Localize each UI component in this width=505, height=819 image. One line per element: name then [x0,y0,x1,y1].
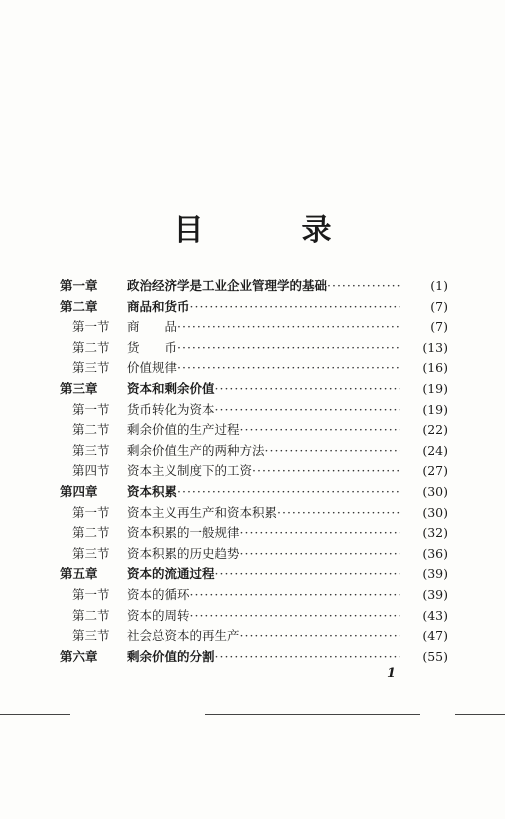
toc-entry-title: 资本积累的一般规律 ····· [127,523,400,544]
table-of-contents [58,276,448,667]
toc-entry-label: 第二节 [72,422,110,438]
toc-entry-page: (7) [430,298,448,314]
toc-chapter-entry [58,276,448,297]
toc-section-entry [58,606,448,627]
toc-section-entry [58,461,448,482]
toc-chapter-entry [58,482,448,503]
toc-entry-title: 资本主义制度下的工资 ····· [127,461,400,482]
toc-entry-title: 资本积累 ····· [127,482,400,503]
toc-chapter-entry [58,564,448,585]
toc-entry-title: 社会总资本的再生产 ····· [127,626,400,647]
toc-entry-title: 资本积累的历史趋势 ····· [127,544,400,565]
bottom-rule-right [455,714,505,715]
toc-section-entry [58,400,448,421]
toc-entry-title: 剩余价值生产的两种方法 ····· [127,441,400,462]
toc-entry-page: (30) [422,504,448,520]
toc-entry-page: (19) [422,380,448,396]
toc-entry-title: 货 币 ····· [127,338,400,359]
toc-entry-page: (19) [422,401,448,417]
toc-entry-label: 第二节 [72,607,110,623]
toc-entry-label: 第一节 [72,504,110,520]
toc-section-entry [58,523,448,544]
page-title: 目 录 [173,213,366,248]
toc-entry-title: 价值规律 ····· [127,358,400,379]
toc-entry-label: 第四章 [60,483,98,499]
toc-entry-page: (55) [422,648,448,664]
toc-entry-label: 第二节 [72,339,110,355]
toc-entry-label: 第二节 [72,525,110,541]
toc-entry-title: 资本的循环 ····· [127,585,400,606]
toc-entry-page: (1) [430,278,448,293]
toc-entry-title: 政治经济学是工业企业管理学的基础 ····· [127,276,400,297]
toc-section-entry [58,420,448,441]
toc-entry-label: 第六章 [60,648,98,664]
toc-entry-label: 第一章 [60,278,98,293]
toc-entry-page: (7) [430,319,448,335]
toc-entry-title: 商 品 ····· [127,317,400,338]
toc-entry-label: 第三节 [72,442,110,458]
toc-entry-page: (39) [422,586,448,602]
toc-entry-label: 第二章 [60,298,98,314]
toc-entry-label: 第三章 [60,380,98,396]
toc-entry-label: 第一节 [72,586,110,602]
toc-entry-page: (43) [422,607,448,623]
toc-chapter-entry [58,297,448,318]
toc-entry-title: 货币转化为资本 ····· [127,400,400,421]
toc-section-entry [58,544,448,565]
toc-entry-title: 资本和剩余价值 ····· [127,379,400,400]
toc-entry-title: 资本的周转 ····· [127,606,400,627]
toc-section-entry [58,441,448,462]
toc-section-entry [58,585,448,606]
toc-section-entry [58,358,448,379]
toc-entry-page: (16) [422,360,448,376]
toc-entry-title: 剩余价值的生产过程 ····· [127,420,400,441]
toc-entry-page: (39) [422,566,448,582]
toc-entry-title: 资本的流通过程 ····· [127,564,400,585]
toc-entry-title: 资本主义再生产和资本积累 ····· [127,503,400,524]
toc-entry-label: 第三节 [72,360,110,376]
toc-entry-page: (27) [422,463,448,479]
toc-entry-page: (13) [422,339,448,355]
toc-entry-page: (22) [422,422,448,438]
toc-section-entry [58,317,448,338]
bottom-rule-center [205,714,420,715]
toc-section-entry [58,626,448,647]
toc-entry-page: (30) [422,483,448,499]
toc-entry-page: (32) [422,525,448,541]
toc-entry-page: (47) [422,628,448,644]
toc-entry-label: 第一节 [72,401,110,417]
toc-chapter-entry [58,379,448,400]
toc-entry-label: 第五章 [60,566,98,582]
toc-entry-label: 第三节 [72,628,110,644]
page-number: 1 [387,666,397,681]
toc-entry-label: 第三节 [72,545,110,561]
toc-entry-title: 剩余价值的分割 ····· [127,647,400,668]
toc-section-entry [58,338,448,359]
toc-chapter-entry [58,647,448,668]
bottom-rule-left [0,714,70,715]
toc-section-entry [58,503,448,524]
toc-entry-label: 第一节 [72,319,110,335]
toc-entry-title: 商品和货币 ····· [127,297,400,318]
toc-entry-page: (24) [422,442,448,458]
toc-entry-page: (36) [422,545,448,561]
toc-entry-label: 第四节 [72,463,110,479]
